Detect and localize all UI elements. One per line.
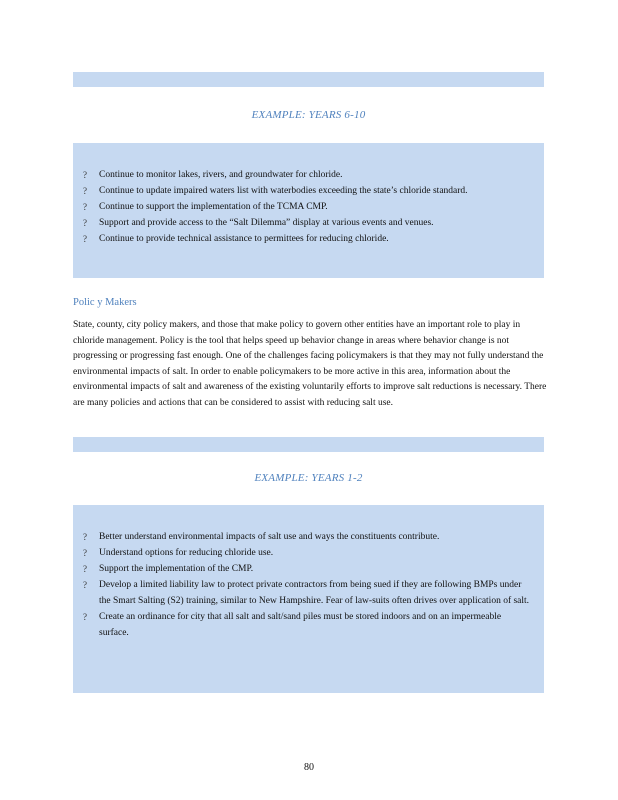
list-item xyxy=(83,545,530,561)
list-item-text: Support and provide access to the “Salt Dilemma” display at various events and venues. xyxy=(99,218,434,228)
section1-bullet-box xyxy=(73,143,544,278)
list-item-text: Continue to provide technical assistance to permittees for reducing chloride. xyxy=(99,234,389,244)
list-item xyxy=(83,561,530,577)
list-item-text: Continue to support the implementation of the TCMA CMP. xyxy=(99,202,328,212)
section2-heading: EXAMPLE: YEARS 1-2 xyxy=(254,472,363,484)
policy-paragraph: State, county, city policy makers, and those that make policy to govern other entities have an important role to play in chloride management. Policy is the tool that helps speed up behavior change in areas where behavior change is not progressing or progressing fast enough. One of the challenges facing policymakers is that they may not fully understand the environmental impacts of salt. In order to enable policymakers to be more active in this area, information about the environmental impacts of salt and awareness of the existing voluntarily efforts to improve salt reductions is necessary. There are many policies and actions that can be considered to assist with reducing salt use. xyxy=(73,320,547,408)
bullet-mark: ? xyxy=(83,532,87,542)
section1-heading: EXAMPLE: YEARS 6-10 xyxy=(251,109,366,121)
bullet-mark: ? xyxy=(83,564,87,574)
bullet-mark: ? xyxy=(83,202,87,212)
list-item xyxy=(83,609,530,641)
section1-bullet-list xyxy=(83,167,530,247)
list-item xyxy=(83,529,530,545)
list-item xyxy=(83,199,530,215)
bullet-mark: ? xyxy=(83,612,87,622)
bullet-mark: ? xyxy=(83,186,87,196)
page-number: 80 xyxy=(304,762,314,773)
section2-bullet-list xyxy=(83,529,530,641)
list-item xyxy=(83,231,530,247)
list-item-text: Continue to update impaired waters list with waterbodies exceeding the state’s chloride standard. xyxy=(99,186,468,196)
list-item xyxy=(83,577,530,609)
section2-bullet-box xyxy=(73,505,544,693)
section1-top-band xyxy=(73,72,544,87)
bullet-mark: ? xyxy=(83,218,87,228)
list-item-text: Create an ordinance for city that all salt and salt/sand piles must be stored indoors and on an impermeable surface. xyxy=(99,612,502,638)
bullet-mark: ? xyxy=(83,234,87,244)
bullet-mark: ? xyxy=(83,580,87,590)
list-item-text: Better understand environmental impacts of salt use and ways the constituents contribute. xyxy=(99,532,440,542)
list-item xyxy=(83,167,530,183)
bullet-mark: ? xyxy=(83,170,87,180)
section2-top-band xyxy=(73,437,544,452)
list-item-text: Develop a limited liability law to protect private contractors from being sued if they are following BMPs under the Smart Salting (S2) training, similar to New Hampshire. Fear of law-suits often drives over application of salt. xyxy=(99,580,530,606)
list-item-text: Continue to monitor lakes, rivers, and groundwater for chloride. xyxy=(99,170,343,180)
list-item-text: Understand options for reducing chloride use. xyxy=(99,548,274,558)
section-title-policy-makers: Polic y Makers xyxy=(73,297,137,308)
list-item xyxy=(83,183,530,199)
list-item xyxy=(83,215,530,231)
list-item-text: Support the implementation of the CMP. xyxy=(99,564,254,574)
bullet-mark: ? xyxy=(83,548,87,558)
